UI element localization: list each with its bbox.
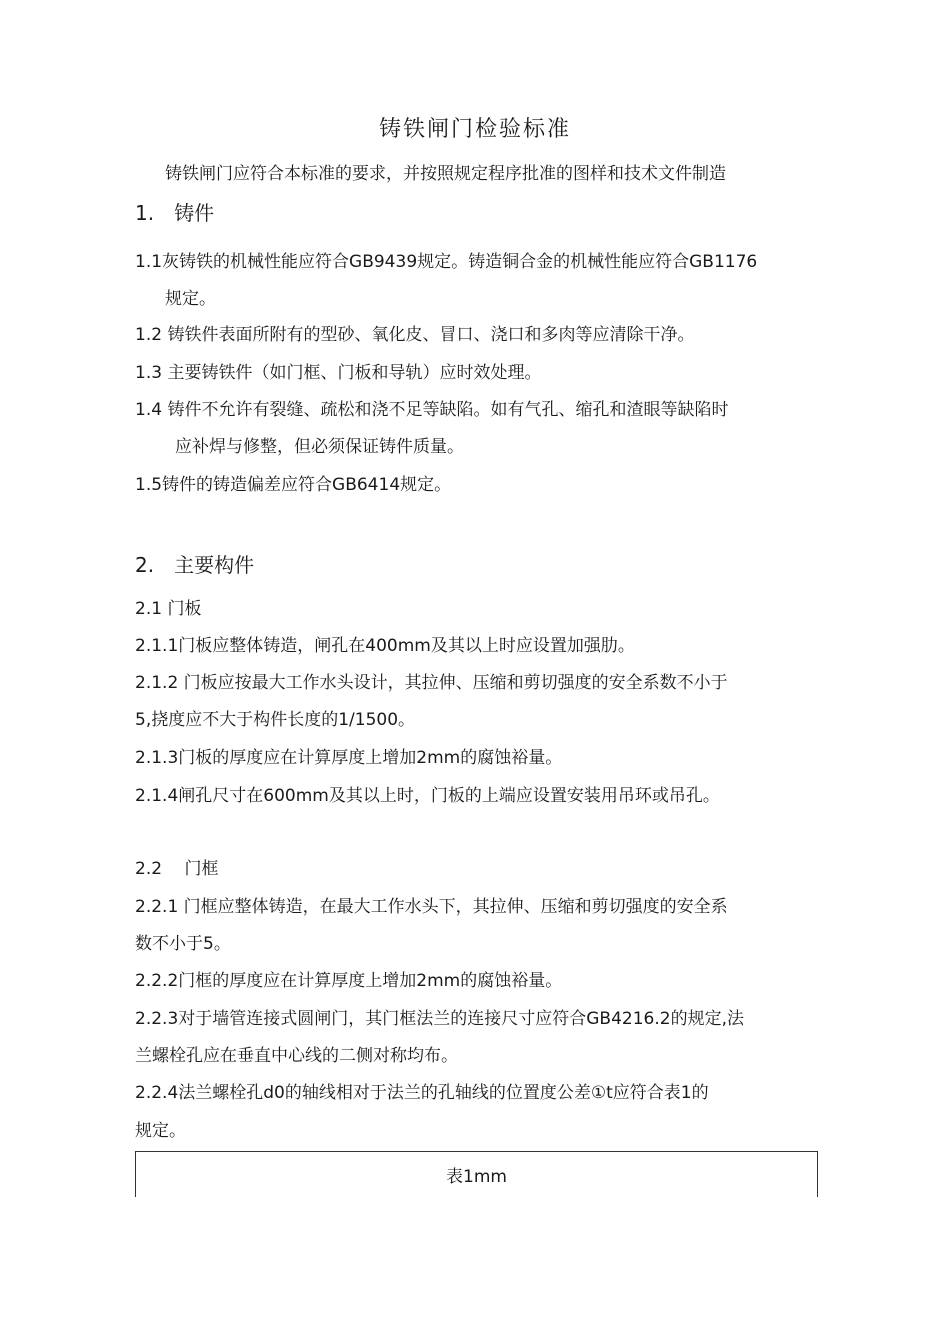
table-1 xyxy=(135,1151,818,1197)
clause-1-2: 1.2 铸铁件表面所附有的型砂、氧化皮、冒口、浇口和多肉等应清除干净。 xyxy=(135,325,695,345)
clause-2-2-2: 2.2.2门框的厚度应在计算厚度上增加2mm的腐蚀裕量。 xyxy=(135,971,563,991)
clause-2-1: 2.1 门板 xyxy=(135,599,202,619)
section-2-heading: 2. 主要构件 xyxy=(135,553,255,577)
clause-2-1-2-cont: 5,挠度应不大于构件长度的1/1500。 xyxy=(135,710,416,730)
clause-2-2-3: 2.2.3对于墙管连接式圆闸门，其门框法兰的连接尺寸应符合GB4216.2的规定,法 xyxy=(135,1009,744,1029)
clause-2-2-3-cont: 兰螺栓孔应在垂直中心线的二侧对称均布。 xyxy=(135,1046,458,1066)
clause-2-1-1: 2.1.1门板应整体铸造，闸孔在400mm及其以上时应设置加强肋。 xyxy=(135,636,635,656)
clause-2-1-4: 2.1.4闸孔尺寸在600mm及其以上时，门板的上端应设置安装用吊环或吊孔。 xyxy=(135,786,720,806)
clause-1-4: 1.4 铸件不允许有裂缝、疏松和浇不足等缺陷。如有气孔、缩孔和渣眼等缺陷时 xyxy=(135,400,729,420)
clause-2-1-3: 2.1.3门板的厚度应在计算厚度上增加2mm的腐蚀裕量。 xyxy=(135,748,563,768)
clause-1-1: 1.1灰铸铁的机械性能应符合GB9439规定。铸造铜合金的机械性能应符合GB1176 xyxy=(135,252,758,272)
table-caption: 表1mm xyxy=(446,1167,507,1187)
clause-1-5: 1.5铸件的铸造偏差应符合GB6414规定。 xyxy=(135,475,452,495)
clause-2-1-2: 2.1.2 门板应按最大工作水头设计，其拉伸、压缩和剪切强度的安全系数不小于 xyxy=(135,673,728,693)
clause-2-2-4-cont: 规定。 xyxy=(135,1121,186,1141)
clause-1-3: 1.3 主要铸铁件（如门框、门板和导轨）应时效处理。 xyxy=(135,363,542,383)
intro-paragraph: 铸铁闸门应符合本标准的要求，并按照规定程序批准的图样和技术文件制造 xyxy=(165,164,726,184)
clause-2-2-1-cont: 数不小于5。 xyxy=(135,934,231,954)
clause-2-2-4: 2.2.4法兰螺栓孔d0的轴线相对于法兰的孔轴线的位置度公差①t应符合表1的 xyxy=(135,1083,709,1103)
clause-1-1-cont: 规定。 xyxy=(165,289,216,309)
clause-2-2-1: 2.2.1 门框应整体铸造，在最大工作水头下，其拉伸、压缩和剪切强度的安全系 xyxy=(135,897,728,917)
document-title: 铸铁闸门检验标准 xyxy=(378,117,571,142)
clause-1-4-cont: 应补焊与修整，但必须保证铸件质量。 xyxy=(175,437,464,457)
section-1-heading: 1. 铸件 xyxy=(135,201,215,225)
clause-2-2: 2.2 门框 xyxy=(135,859,219,879)
